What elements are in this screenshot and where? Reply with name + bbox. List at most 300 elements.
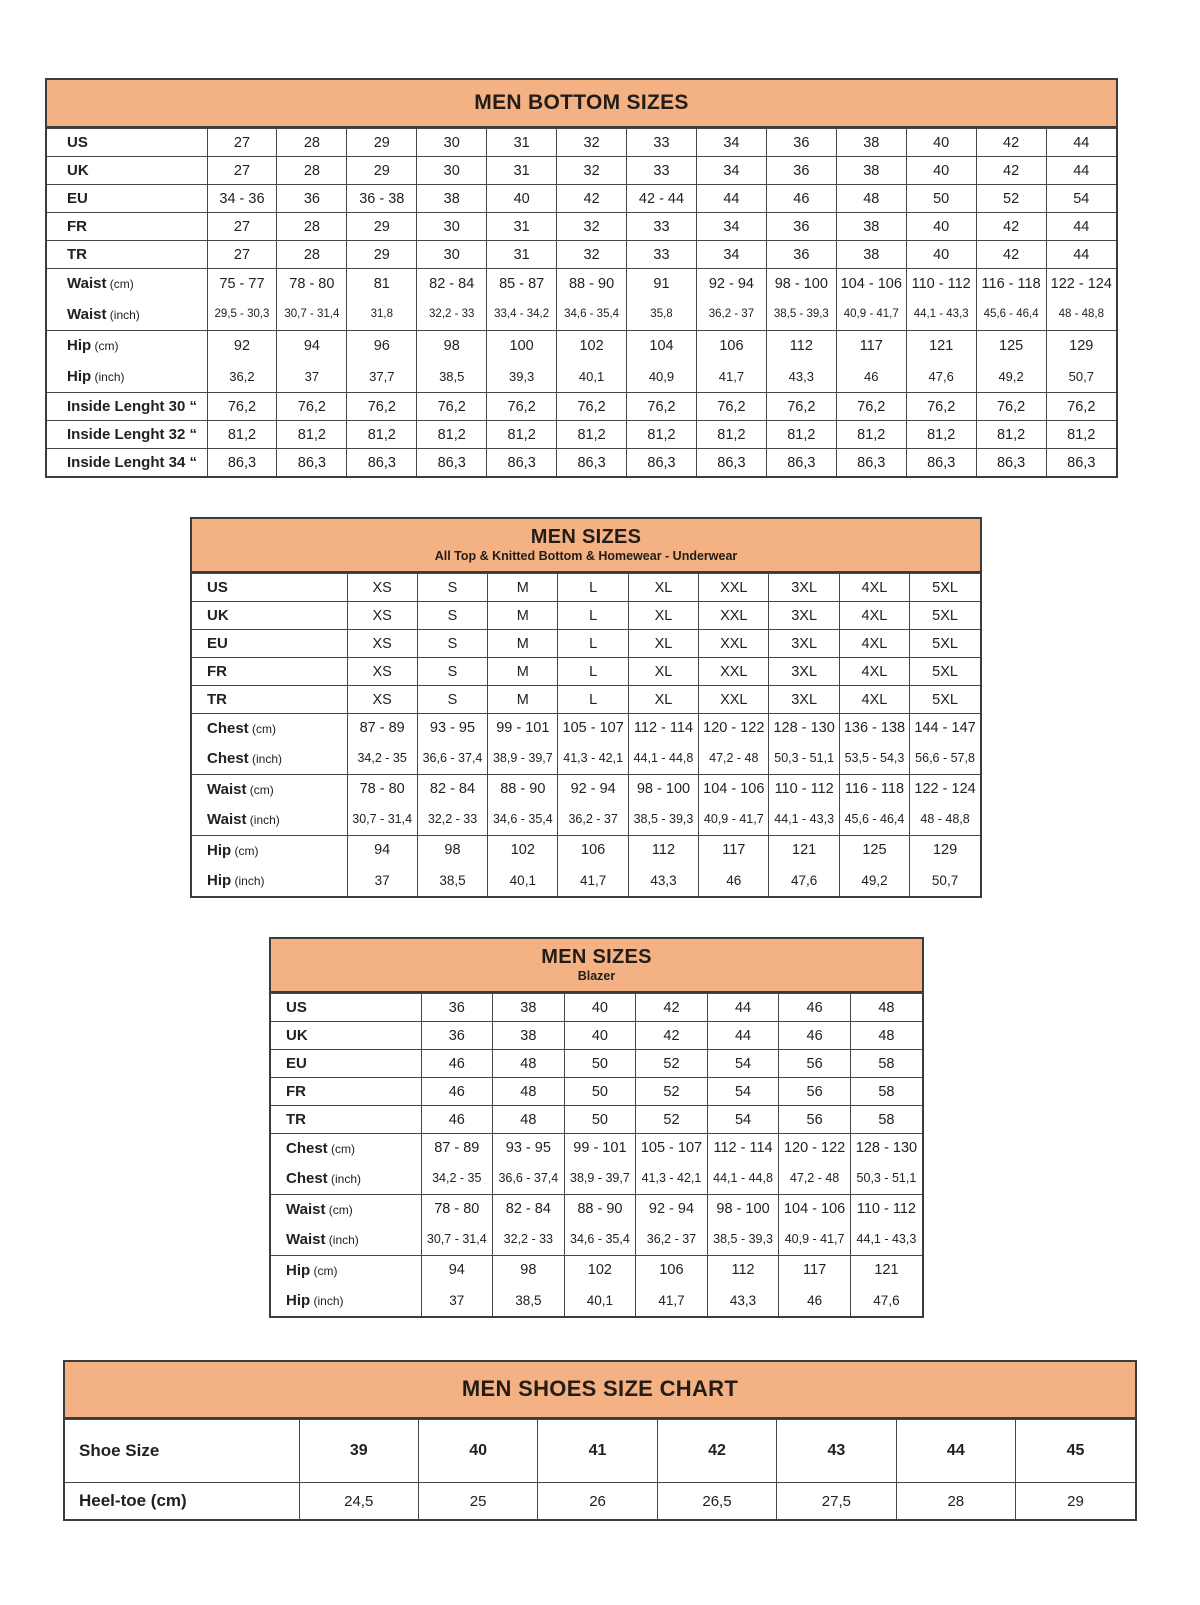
value-cell: 38,5 - 39,3 bbox=[707, 1223, 779, 1256]
value-cell: 88 - 90 bbox=[564, 1195, 636, 1224]
row-label-unit: (cm) bbox=[248, 721, 277, 736]
value-cell: 82 - 84 bbox=[417, 775, 487, 804]
value-cell: 38,5 - 39,3 bbox=[766, 298, 836, 331]
value-cell: 94 bbox=[347, 836, 417, 865]
row-label-text: US bbox=[286, 999, 307, 1016]
row-label bbox=[192, 602, 347, 630]
row-label-text: FR bbox=[286, 1083, 306, 1100]
value-cell: 121 bbox=[769, 836, 839, 865]
value-cell: 120 - 122 bbox=[699, 714, 769, 743]
value-cell: 28 bbox=[277, 129, 347, 157]
value-cell: 112 - 114 bbox=[707, 1134, 779, 1163]
value-cell: 27 bbox=[207, 157, 277, 185]
value-cell: 82 - 84 bbox=[417, 269, 487, 299]
value-cell: 42 bbox=[976, 241, 1046, 269]
table-row bbox=[192, 686, 980, 714]
value-cell: 46 bbox=[699, 864, 769, 896]
value-cell: 33 bbox=[627, 213, 697, 241]
value-cell: 40 bbox=[418, 1420, 537, 1483]
row-label-unit: (cm) bbox=[91, 339, 119, 353]
row-label bbox=[65, 1420, 299, 1483]
value-cell: 117 bbox=[699, 836, 769, 865]
value-cell: L bbox=[558, 630, 628, 658]
row-label-unit: (cm) bbox=[106, 277, 134, 291]
table-row bbox=[65, 1420, 1135, 1483]
value-cell: 38 bbox=[493, 994, 565, 1022]
table-row bbox=[47, 449, 1116, 477]
value-cell: 81,2 bbox=[696, 421, 766, 449]
value-cell: 54 bbox=[707, 1050, 779, 1078]
row-label bbox=[192, 714, 347, 743]
row-label-text: Waist bbox=[67, 275, 107, 292]
value-cell: 53,5 - 54,3 bbox=[839, 742, 909, 775]
value-cell: 37,7 bbox=[347, 360, 417, 393]
value-cell: XL bbox=[628, 630, 698, 658]
table-header bbox=[192, 519, 980, 573]
row-label-text: Waist bbox=[286, 1200, 326, 1218]
value-cell: 44 bbox=[707, 1022, 779, 1050]
value-cell: 38 bbox=[836, 129, 906, 157]
row-label-unit: (inch) bbox=[106, 307, 140, 322]
row-label bbox=[47, 360, 207, 393]
value-cell: 52 bbox=[976, 185, 1046, 213]
value-cell: 81,2 bbox=[836, 421, 906, 449]
value-cell: 112 - 114 bbox=[628, 714, 698, 743]
value-cell: 50 bbox=[906, 185, 976, 213]
value-cell: 48 bbox=[850, 1022, 922, 1050]
row-label bbox=[47, 129, 207, 157]
row-label bbox=[271, 1256, 421, 1285]
value-cell: 50 bbox=[564, 1050, 636, 1078]
value-cell: 41,7 bbox=[636, 1284, 708, 1316]
value-cell: 46 bbox=[766, 185, 836, 213]
value-cell: 36,2 - 37 bbox=[558, 803, 628, 836]
value-cell: 52 bbox=[636, 1106, 708, 1134]
value-cell: M bbox=[488, 574, 558, 602]
value-cell: 81,2 bbox=[976, 421, 1046, 449]
value-cell: 32 bbox=[557, 213, 627, 241]
value-cell: 40,9 - 41,7 bbox=[836, 298, 906, 331]
value-cell: 44 bbox=[1046, 129, 1116, 157]
value-cell: 31 bbox=[487, 157, 557, 185]
value-cell: 33 bbox=[627, 157, 697, 185]
value-cell: 56,6 - 57,8 bbox=[910, 742, 980, 775]
row-label-text: TR bbox=[286, 1111, 306, 1128]
value-cell: 85 - 87 bbox=[487, 269, 557, 299]
value-cell: 116 - 118 bbox=[976, 269, 1046, 299]
value-cell: 40,1 bbox=[564, 1284, 636, 1316]
value-cell: 49,2 bbox=[839, 864, 909, 896]
value-cell: 110 - 112 bbox=[850, 1195, 922, 1224]
value-cell: S bbox=[417, 686, 487, 714]
row-label bbox=[192, 836, 347, 865]
value-cell: 120 - 122 bbox=[779, 1134, 851, 1163]
men-bottom-sizes-grid bbox=[47, 128, 1116, 476]
value-cell: 48 bbox=[836, 185, 906, 213]
row-label-unit: (cm) bbox=[310, 1263, 338, 1278]
value-cell: 34,6 - 35,4 bbox=[488, 803, 558, 836]
men-top-sizes-table bbox=[190, 517, 982, 898]
value-cell: 86,3 bbox=[627, 449, 697, 477]
value-cell: 43,3 bbox=[628, 864, 698, 896]
value-cell: 106 bbox=[696, 331, 766, 361]
value-cell: 36 bbox=[766, 157, 836, 185]
value-cell: 78 - 80 bbox=[421, 1195, 493, 1224]
value-cell: L bbox=[558, 602, 628, 630]
value-cell: 86,3 bbox=[766, 449, 836, 477]
value-cell: 40 bbox=[564, 1022, 636, 1050]
value-cell: 136 - 138 bbox=[839, 714, 909, 743]
value-cell: XXL bbox=[699, 602, 769, 630]
row-label bbox=[192, 630, 347, 658]
row-label-text: Hip bbox=[286, 1261, 311, 1279]
value-cell: 88 - 90 bbox=[488, 775, 558, 804]
value-cell: 110 - 112 bbox=[906, 269, 976, 299]
value-cell: 34 - 36 bbox=[207, 185, 277, 213]
value-cell: 39 bbox=[299, 1420, 418, 1483]
row-label-unit: (inch) bbox=[91, 369, 125, 384]
row-label bbox=[192, 658, 347, 686]
value-cell: 40,1 bbox=[557, 360, 627, 393]
value-cell: 30,7 - 31,4 bbox=[421, 1223, 493, 1256]
value-cell: 4XL bbox=[839, 574, 909, 602]
value-cell: 86,3 bbox=[347, 449, 417, 477]
value-cell: 31 bbox=[487, 241, 557, 269]
value-cell: 36,6 - 37,4 bbox=[493, 1162, 565, 1195]
value-cell: 27,5 bbox=[777, 1483, 896, 1520]
value-cell: 28 bbox=[277, 241, 347, 269]
value-cell: 34,6 - 35,4 bbox=[564, 1223, 636, 1256]
table-row bbox=[271, 1106, 922, 1134]
value-cell: 42 bbox=[976, 213, 1046, 241]
row-label bbox=[192, 574, 347, 602]
row-label-text: Hip bbox=[207, 841, 232, 859]
table-row bbox=[47, 360, 1116, 393]
value-cell: 104 - 106 bbox=[699, 775, 769, 804]
row-label-text: UK bbox=[207, 607, 229, 624]
value-cell: 4XL bbox=[839, 602, 909, 630]
value-cell: 34,6 - 35,4 bbox=[557, 298, 627, 331]
men-shoes-size-chart-table bbox=[63, 1360, 1137, 1521]
row-label-unit: (inch) bbox=[248, 751, 283, 766]
value-cell: 4XL bbox=[839, 658, 909, 686]
value-cell: 40 bbox=[906, 213, 976, 241]
value-cell: 78 - 80 bbox=[277, 269, 347, 299]
value-cell: 3XL bbox=[769, 602, 839, 630]
row-label bbox=[271, 1223, 421, 1256]
table-row bbox=[65, 1483, 1135, 1520]
value-cell: XL bbox=[628, 574, 698, 602]
value-cell: 48 bbox=[493, 1106, 565, 1134]
table-row bbox=[192, 775, 980, 804]
value-cell: 144 - 147 bbox=[910, 714, 980, 743]
value-cell: XXL bbox=[699, 630, 769, 658]
value-cell: 5XL bbox=[910, 658, 980, 686]
value-cell: XS bbox=[347, 630, 417, 658]
value-cell: 37 bbox=[277, 360, 347, 393]
value-cell: 91 bbox=[627, 269, 697, 299]
value-cell: 3XL bbox=[769, 630, 839, 658]
table-row bbox=[271, 1022, 922, 1050]
value-cell: 25 bbox=[418, 1483, 537, 1520]
row-label bbox=[271, 1050, 421, 1078]
row-label-text: FR bbox=[207, 663, 227, 680]
value-cell: 76,2 bbox=[417, 393, 487, 421]
value-cell: 129 bbox=[910, 836, 980, 865]
row-label-unit: (inch) bbox=[327, 1171, 362, 1186]
value-cell: 44,1 - 44,8 bbox=[628, 742, 698, 775]
value-cell: 26,5 bbox=[657, 1483, 776, 1520]
value-cell: 24,5 bbox=[299, 1483, 418, 1520]
value-cell: 81,2 bbox=[557, 421, 627, 449]
value-cell: 31 bbox=[487, 213, 557, 241]
value-cell: 58 bbox=[850, 1050, 922, 1078]
value-cell: 29 bbox=[347, 241, 417, 269]
value-cell: 56 bbox=[779, 1050, 851, 1078]
value-cell: 92 - 94 bbox=[558, 775, 628, 804]
value-cell: 58 bbox=[850, 1106, 922, 1134]
value-cell: 100 bbox=[487, 331, 557, 361]
table-row bbox=[47, 213, 1116, 241]
value-cell: 86,3 bbox=[417, 449, 487, 477]
row-label-text: TR bbox=[207, 691, 227, 708]
value-cell: 48 bbox=[850, 994, 922, 1022]
row-label-text: Inside Lenght 34 “ bbox=[67, 454, 198, 471]
table-title: MEN SIZES bbox=[541, 946, 652, 969]
value-cell: 40 bbox=[906, 241, 976, 269]
value-cell: 121 bbox=[906, 331, 976, 361]
value-cell: 110 - 112 bbox=[769, 775, 839, 804]
value-cell: 46 bbox=[779, 994, 851, 1022]
value-cell: 40 bbox=[906, 129, 976, 157]
value-cell: 104 - 106 bbox=[779, 1195, 851, 1224]
value-cell: 81,2 bbox=[1046, 421, 1116, 449]
table-row bbox=[271, 1223, 922, 1256]
table-row bbox=[47, 331, 1116, 361]
value-cell: 98 bbox=[417, 836, 487, 865]
value-cell: 122 - 124 bbox=[1046, 269, 1116, 299]
value-cell: 44 bbox=[696, 185, 766, 213]
value-cell: 76,2 bbox=[1046, 393, 1116, 421]
value-cell: 125 bbox=[839, 836, 909, 865]
value-cell: 82 - 84 bbox=[493, 1195, 565, 1224]
value-cell: XS bbox=[347, 686, 417, 714]
value-cell: 30,7 - 31,4 bbox=[277, 298, 347, 331]
value-cell: 93 - 95 bbox=[493, 1134, 565, 1163]
row-label bbox=[47, 298, 207, 331]
value-cell: 50 bbox=[564, 1078, 636, 1106]
value-cell: 104 - 106 bbox=[836, 269, 906, 299]
value-cell: 30 bbox=[417, 157, 487, 185]
value-cell: 81,2 bbox=[347, 421, 417, 449]
row-label-text: UK bbox=[67, 162, 89, 179]
value-cell: 52 bbox=[636, 1050, 708, 1078]
value-cell: 33 bbox=[627, 241, 697, 269]
value-cell: 40,9 bbox=[627, 360, 697, 393]
value-cell: 30 bbox=[417, 213, 487, 241]
value-cell: 5XL bbox=[910, 630, 980, 658]
value-cell: 36,6 - 37,4 bbox=[417, 742, 487, 775]
value-cell: 81,2 bbox=[487, 421, 557, 449]
value-cell: 45,6 - 46,4 bbox=[839, 803, 909, 836]
value-cell: S bbox=[417, 602, 487, 630]
value-cell: 39,3 bbox=[487, 360, 557, 393]
value-cell: 78 - 80 bbox=[347, 775, 417, 804]
value-cell: 112 bbox=[628, 836, 698, 865]
table-row bbox=[192, 630, 980, 658]
value-cell: 31 bbox=[487, 129, 557, 157]
value-cell: 54 bbox=[1046, 185, 1116, 213]
row-label-text: Hip bbox=[286, 1291, 311, 1309]
value-cell: L bbox=[558, 574, 628, 602]
value-cell: XL bbox=[628, 658, 698, 686]
value-cell: 42 bbox=[657, 1420, 776, 1483]
value-cell: 76,2 bbox=[277, 393, 347, 421]
value-cell: 38 bbox=[836, 213, 906, 241]
row-label bbox=[271, 1162, 421, 1195]
row-label bbox=[47, 269, 207, 299]
row-label-unit: (inch) bbox=[246, 812, 280, 827]
row-label bbox=[271, 1106, 421, 1134]
value-cell: 56 bbox=[779, 1106, 851, 1134]
value-cell: 116 - 118 bbox=[839, 775, 909, 804]
value-cell: 28 bbox=[277, 157, 347, 185]
value-cell: 76,2 bbox=[347, 393, 417, 421]
value-cell: 43,3 bbox=[766, 360, 836, 393]
value-cell: 43 bbox=[777, 1420, 896, 1483]
value-cell: 38,5 - 39,3 bbox=[628, 803, 698, 836]
value-cell: 98 - 100 bbox=[628, 775, 698, 804]
row-label bbox=[192, 775, 347, 804]
value-cell: 76,2 bbox=[627, 393, 697, 421]
value-cell: 3XL bbox=[769, 686, 839, 714]
value-cell: 50 bbox=[564, 1106, 636, 1134]
value-cell: 34 bbox=[696, 157, 766, 185]
value-cell: 81 bbox=[347, 269, 417, 299]
row-label bbox=[47, 449, 207, 477]
men-top-sizes-grid bbox=[192, 573, 980, 896]
table-row bbox=[271, 1256, 922, 1285]
value-cell: 41 bbox=[538, 1420, 657, 1483]
value-cell: 33 bbox=[627, 129, 697, 157]
table-title: MEN SHOES SIZE CHART bbox=[461, 1376, 739, 1402]
value-cell: 38 bbox=[836, 241, 906, 269]
value-cell: L bbox=[558, 686, 628, 714]
value-cell: 106 bbox=[558, 836, 628, 865]
row-label bbox=[47, 213, 207, 241]
value-cell: 34 bbox=[696, 129, 766, 157]
value-cell: 81,2 bbox=[417, 421, 487, 449]
row-label bbox=[47, 331, 207, 361]
value-cell: 54 bbox=[707, 1078, 779, 1106]
row-label-text: TR bbox=[67, 246, 87, 263]
value-cell: 48 - 48,8 bbox=[1046, 298, 1116, 331]
row-label-text: UK bbox=[286, 1027, 308, 1044]
value-cell: XL bbox=[628, 602, 698, 630]
value-cell: 87 - 89 bbox=[421, 1134, 493, 1163]
table-row bbox=[192, 803, 980, 836]
value-cell: 29,5 - 30,3 bbox=[207, 298, 277, 331]
value-cell: XXL bbox=[699, 686, 769, 714]
value-cell: 34,2 - 35 bbox=[347, 742, 417, 775]
table-row bbox=[192, 602, 980, 630]
value-cell: M bbox=[488, 630, 558, 658]
value-cell: 75 - 77 bbox=[207, 269, 277, 299]
row-label-text: Chest bbox=[286, 1139, 328, 1157]
value-cell: 33,4 - 34,2 bbox=[487, 298, 557, 331]
value-cell: 105 - 107 bbox=[636, 1134, 708, 1163]
value-cell: 76,2 bbox=[557, 393, 627, 421]
value-cell: 102 bbox=[488, 836, 558, 865]
value-cell: 45,6 - 46,4 bbox=[976, 298, 1046, 331]
value-cell: 32,2 - 33 bbox=[417, 298, 487, 331]
value-cell: 46 bbox=[836, 360, 906, 393]
value-cell: 128 - 130 bbox=[850, 1134, 922, 1163]
value-cell: 46 bbox=[779, 1022, 851, 1050]
value-cell: 102 bbox=[557, 331, 627, 361]
value-cell: 86,3 bbox=[1046, 449, 1116, 477]
row-label-text: Hip bbox=[207, 871, 232, 889]
value-cell: 129 bbox=[1046, 331, 1116, 361]
value-cell: 4XL bbox=[839, 686, 909, 714]
row-label-unit: (inch) bbox=[231, 873, 265, 888]
row-label-unit: (inch) bbox=[325, 1232, 359, 1247]
value-cell: 44 bbox=[1046, 213, 1116, 241]
value-cell: 45 bbox=[1016, 1420, 1135, 1483]
row-label bbox=[271, 1134, 421, 1163]
value-cell: 38,9 - 39,7 bbox=[488, 742, 558, 775]
value-cell: 104 bbox=[627, 331, 697, 361]
value-cell: 92 bbox=[207, 331, 277, 361]
row-label-unit: (cm) bbox=[327, 1141, 356, 1156]
value-cell: 86,3 bbox=[557, 449, 627, 477]
value-cell: M bbox=[488, 686, 558, 714]
value-cell: 76,2 bbox=[836, 393, 906, 421]
value-cell: 50,7 bbox=[1046, 360, 1116, 393]
row-label bbox=[271, 1022, 421, 1050]
value-cell: 5XL bbox=[910, 686, 980, 714]
value-cell: 46 bbox=[421, 1050, 493, 1078]
table-row bbox=[47, 269, 1116, 299]
value-cell: XS bbox=[347, 574, 417, 602]
row-label-text: EU bbox=[67, 190, 88, 207]
value-cell: 76,2 bbox=[696, 393, 766, 421]
value-cell: 98 bbox=[493, 1256, 565, 1285]
value-cell: 36,2 - 37 bbox=[696, 298, 766, 331]
value-cell: 47,6 bbox=[850, 1284, 922, 1316]
table-row bbox=[47, 421, 1116, 449]
value-cell: 47,6 bbox=[769, 864, 839, 896]
value-cell: 38,5 bbox=[417, 864, 487, 896]
table-row bbox=[271, 994, 922, 1022]
value-cell: 86,3 bbox=[906, 449, 976, 477]
value-cell: 81,2 bbox=[766, 421, 836, 449]
row-label-unit: (cm) bbox=[325, 1202, 353, 1217]
row-label-text: Inside Lenght 30 “ bbox=[67, 398, 198, 415]
value-cell: 50,3 - 51,1 bbox=[850, 1162, 922, 1195]
value-cell: 81,2 bbox=[906, 421, 976, 449]
value-cell: 41,7 bbox=[696, 360, 766, 393]
value-cell: 38,5 bbox=[417, 360, 487, 393]
table-row bbox=[47, 298, 1116, 331]
row-label bbox=[271, 994, 421, 1022]
table-row bbox=[47, 241, 1116, 269]
value-cell: 40 bbox=[564, 994, 636, 1022]
value-cell: 117 bbox=[779, 1256, 851, 1285]
value-cell: 96 bbox=[347, 331, 417, 361]
value-cell: 48 - 48,8 bbox=[910, 803, 980, 836]
value-cell: 40 bbox=[487, 185, 557, 213]
